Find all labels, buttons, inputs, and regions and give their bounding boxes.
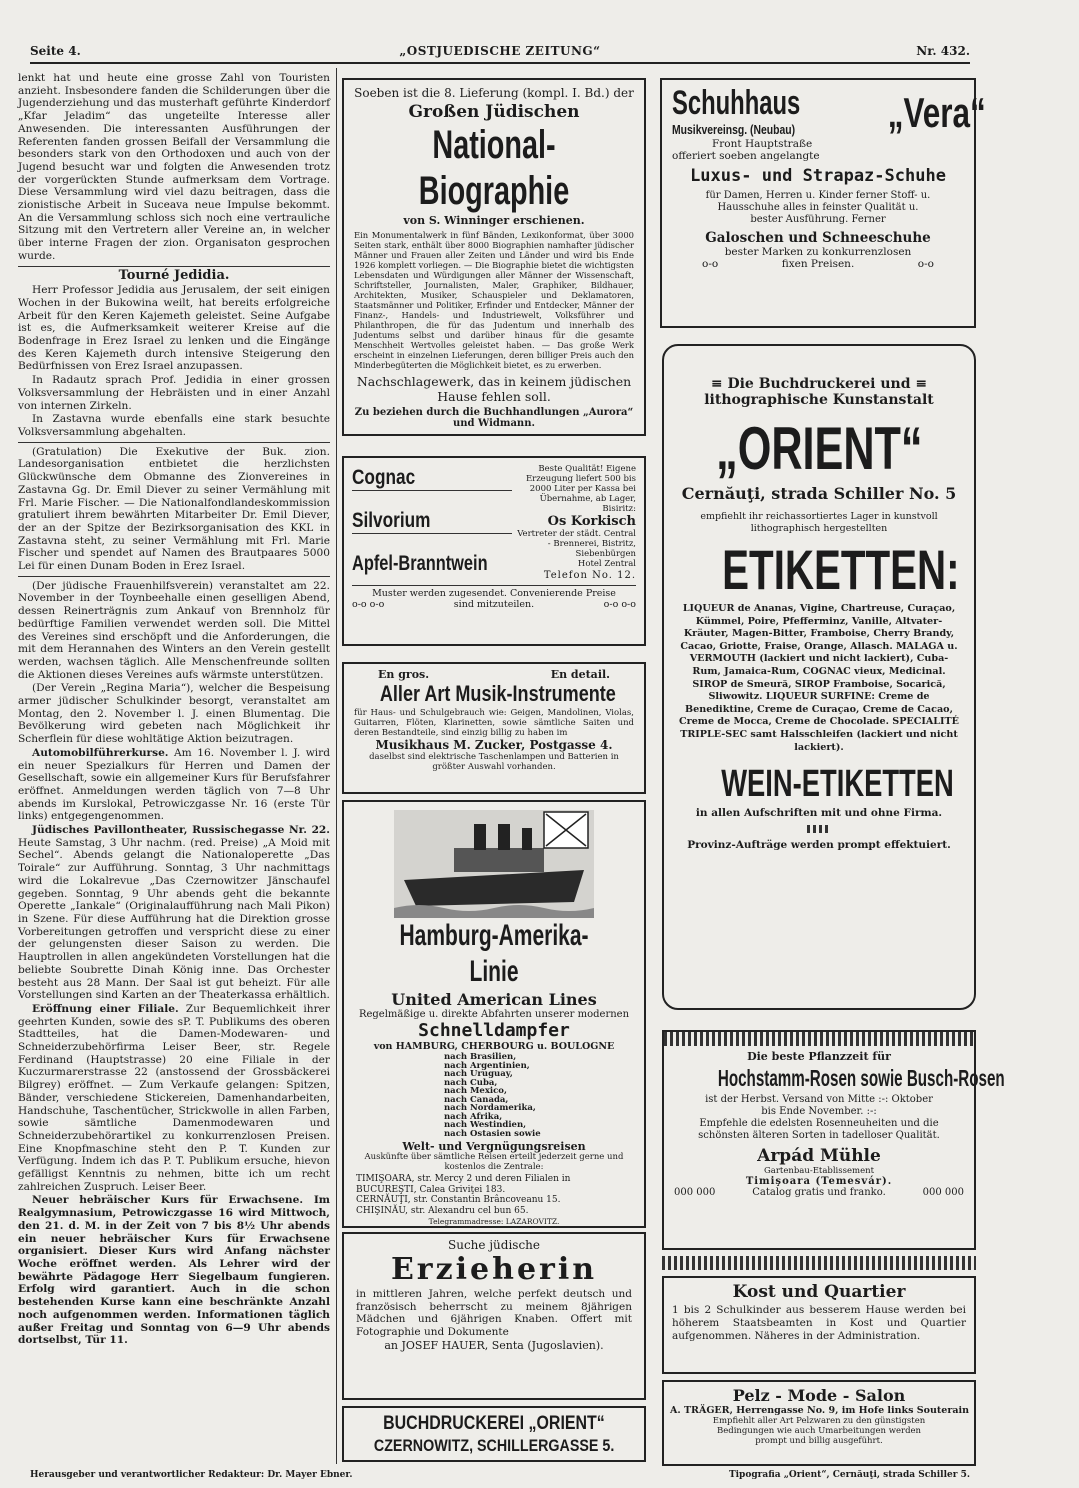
ad-line: Musikvereinsg. (Neubau)	[672, 122, 796, 137]
ad-line: Welt- und Vergnügungsreisen	[402, 1140, 586, 1153]
article-text: Im Realgymnasium, Petrowiczgasse 16 wird Mittwoch, den 21. d. M. in der Zeit von 7 bis 8½ Uhr abends ein neuer hebräischer Kurs für Erwachsene organisiert. Dieser Kurs wird Anfang nächster Woche eröffnet werden. Als Lehrer wird der bewährte Pädagoge Herr Siegelbaum fungieren. Erfolg wird garantiert. Auch in die schon bestehenden Kurse kann eine beschränkte Anzahl noch aufgenommen werden. Informationen täglich außer Freitag und Sonntag von 6—9 Uhr abends dortselbst, Tür 11.	[18, 1194, 330, 1347]
address-line: CHIŞINĂU, str. Alexandru cel bun 65.	[356, 1205, 529, 1216]
ad-line: empfiehlt ihr reichassortiertes Lager in kunstvoll lithographisch hergestellten	[700, 511, 938, 534]
ad-line: Regelmäßige u. direkte Abfahrten unserer modernen	[358, 1009, 630, 1020]
ad-hamburg-amerika-linie	[342, 800, 646, 1228]
ad-line-wrap	[672, 122, 855, 138]
ad-line: von HAMBURG, CHERBOURG u. BOULOGNE	[373, 1041, 615, 1052]
address-line: BUCUREŞTI, Calea Griviţei 183.	[356, 1184, 506, 1195]
ad-products	[352, 464, 512, 581]
ad-erzieherin	[342, 1232, 646, 1400]
news-column	[18, 72, 330, 1472]
page-number: Seite 4.	[30, 44, 81, 58]
ad-title-wrap	[676, 414, 962, 484]
ad-schuhhaus-vera	[660, 78, 987, 328]
steamship-illustration	[394, 810, 594, 918]
ad-line: bester Marken zu konkurrenzlosen	[724, 246, 912, 258]
ad-row	[354, 668, 634, 681]
column-rule	[336, 68, 337, 1464]
ad-musik-instrumente	[342, 662, 646, 794]
destination-item: nach Cuba,	[444, 1077, 498, 1088]
article-text: Zur Bequemlichkeit ihrer geehrten Kunden, sowie des sP. T. Publikums des oberen Stadtteiles, hat die Damen-Modewaren- und Schneiderzubehörfirma Leiser Beer, str. Regele Ferdinand (Hauptstrasse) 20 eine Filiale in der Kuczurmarerstrasse 22 (anstossend der Grossbäckerei Bilgrey) eröffnet. — Zum Verkaufe gelangen: Spitzen, Bänder, verschiedene Stickereien, Damenhandarbeiten, Handschuhe, Taschentücher, Strickwolle in allen Farben, sowie sämtliche Damenmodewaren und Schneiderzubehörartikel zu konkurrenzlosen Preisen. Eine Knopfmaschine steht den P. T. Kunden zur Verfügung. Indem ich das P. T. Publikum ersuche, hievon gefälligst Kenntnis zu nehmen, bitte ich um recht zahlreichen Zuspruch. Leiser Beer.	[18, 1002, 330, 1193]
ad-line: offeriert soeben angelangte	[672, 150, 820, 162]
ad-text: En gros.	[378, 668, 430, 681]
ad-line: Gartenbau-Etablissement	[764, 1166, 874, 1176]
article-paragraph	[18, 747, 330, 823]
ad-body: in mittleren Jahren, welche perfekt deutsch und französisch beherrscht zu meinem 8jährigen Mädchen und 6jährigen Knaben. Offert mit Fotographie und Dokumente	[356, 1288, 632, 1338]
ad-line: Cernăuţi, strada Schiller No. 5	[681, 484, 957, 503]
destination-item: nach Canada,	[444, 1094, 509, 1105]
destination-item: nach Mexico,	[444, 1086, 507, 1096]
ad-addresses	[352, 1174, 636, 1216]
ad-pelz-mode-salon	[662, 1380, 976, 1466]
article-text: Heute Samstag, 3 Uhr nachm. (red. Preise) „A Moid mit Sechel“. Abends gelangt die Nationaloperette „Das Toirale“ zur Aufführung. Sonntag, 3 Uhr nachmittags wird die Lokalrevue „Das Czernowitzer Jänschaufel gegeben. Sonntag, 9 Uhr abends geht die bekannte Operette „Iankale“ (Originalaufführung nach Mali Pikon) in Szene. Für diese Aufführung hat die Direktion grosse Vorbereitungen getroffen und verspricht diese zu einer der gelungensten dieser Saison zu werden. Die Hauptrollen in allen angekündeten Vorstellungen hat die beliebte Soubrette Dinah König inne. Das Orchester besteht aus 28 Mann. Der Saal ist gut beheizt. Für alle Vorstellungen sind Karten an der Theaterkassa erhältlich.	[18, 836, 330, 1002]
ad-line: Arpád Mühle	[757, 1146, 881, 1166]
ad-line: ist der Herbst. Versand von Mitte :-: Oktober bis Ende November. :-:	[705, 1094, 933, 1117]
ad-text: Hotel Zentral	[577, 559, 636, 569]
ad-line: CZERNOWITZ, SCHILLERGASSE 5.	[373, 1436, 615, 1455]
imprint-footer: Herausgeber und verantwortlicher Redakteur: Dr. Mayer Ebner.	[30, 1470, 353, 1480]
ad-rosen	[662, 1030, 1005, 1250]
ad-footer-row	[352, 599, 636, 610]
product-name: Cognac	[352, 466, 416, 489]
ad-body: für Haus- und Schulgebrauch wie: Geigen, Mandolinen, Violas, Guitarren, Flöten, Klarinetten, sowie sämtliche Saiten und deren Bestandteile, sind einzig billig zu haben im	[354, 708, 634, 738]
article-paragraph: lenkt hat und heute eine grosse Zahl von Touristen anzieht. Insbesondere fanden die Schilderungen über die Jugenderziehung und das musterhaft geführte Kinderdorf „Kfar Jeladim“ das ungeteilte Interesse aller Anwesenden. Die interessanten Ausführungen der Referenten fanden grossen Beifall der Versammlung die besonders stark von den Orthodoxen und auch von der Jugend besucht war und folgten die Anwesenden trotz der vorgerückten Stunde aufmerksam dem Vortrage. Diese Versammlung wird viel dazu beitragen, dass die zionistische Arbeit in Suceava neue Impulse bekommt. An die Versammlung schloss sich noch eine vertrauliche Sitzung mit den Vertretern aller Vereine an, in welcher über interne Fragen der zion. Organisaton gesprochen wurde.	[18, 72, 330, 262]
ad-line: Großen Jüdischen	[408, 102, 580, 122]
ad-line: von S. Winninger erschienen.	[403, 214, 585, 227]
ad-title-wrap	[350, 1412, 638, 1435]
hatch-band	[664, 1032, 974, 1046]
ad-footer-line: Muster werden zugesendet. Convenierende Preise	[352, 585, 636, 599]
ad-title: Hamburg-Amerika-Linie	[399, 919, 589, 988]
ad-body: für Damen, Herren u. Kinder ferner Stoff- u. Hausschuhe alles in feinster Qualität u. bester Ausführung. Ferner	[705, 190, 931, 225]
ad-text: En detail.	[550, 668, 610, 681]
issue-number: Nr. 432.	[916, 44, 970, 58]
article-paragraph	[18, 824, 330, 1002]
ad-row	[672, 258, 964, 270]
ad-title: Erzieherin	[390, 1252, 598, 1287]
ad-line: Timişoara (Temesvár).	[745, 1176, 893, 1187]
ad-line: in allen Aufschriften mit und ohne Firma.	[695, 807, 943, 820]
ad-title: WEIN-ETIKETTEN	[721, 763, 954, 806]
ad-body: Empfiehlt aller Art Pelzwaren zu den günstigsten Bedingungen wie auch Umarbeitungen werden prompt und billig ausgeführt.	[712, 1416, 926, 1446]
ad-title-wrap	[354, 681, 634, 708]
ad-title-wrap	[332, 918, 656, 990]
ad-buchdruckerei-orient	[342, 1406, 646, 1462]
page-header	[30, 44, 970, 64]
ad-line: Schnelldampfer	[418, 1020, 570, 1041]
ad-shop-name	[672, 84, 855, 138]
destination-item: nach Uruguay,	[444, 1069, 513, 1079]
ad-line: Provinz-Aufträge werden prompt effektuiert.	[687, 839, 951, 852]
ad-orient-etiketten	[662, 344, 976, 1010]
ad-cognac	[342, 456, 646, 646]
ad-text: sind mitzuteilen.	[453, 598, 535, 610]
hatch-band	[662, 1256, 976, 1270]
ad-cognac-row	[352, 464, 636, 581]
ad-text: Vertreter der städt. Central - Brennerei, Bistritz, Siebenbürgen	[517, 529, 636, 559]
ad-line: Front Hauptstraße	[712, 138, 813, 150]
ad-title: Kost und Quartier	[732, 1282, 906, 1302]
product-name-box	[352, 464, 512, 491]
ad-body: LIQUEUR de Ananas, Vigine, Chartreuse, Curaçao, Kümmel, Poire, Pfefferminz, Vanille, Altvater-Kräuter, Magen-Bitter, Framboise, Cherry Brandy, Cacao, Griotte, Fraise, Orange, Allasch. MALAGA u. VERMOUTH (lackiert und nicht lackiert), Cuba-Rum, Jamaica-Rum, COGNAC vieux, Medicinal. SIROP de Smeură, SIROP Framboise, Socarică, Sliwowitz. LIQUEUR SURFINE: Creme de Benediktine, Creme de Curaçao, Creme de Cacao, Creme de Mocca, Creme de Chocolade. SPECIALITÉ TRIPLE-SEC samt Halsschleifen (lackiert und nicht lackiert).	[679, 603, 959, 753]
address-line: CERNĂUŢI, str. Constantin Brâncoveanu 15.	[356, 1195, 561, 1205]
ornament: 000 000	[674, 1187, 716, 1198]
ornament: o-o o-o	[603, 598, 636, 610]
ad-brand-wrap	[855, 88, 986, 138]
address-line: TIMIŞOARA, str. Mercy 2 und deren Filialen in	[356, 1174, 571, 1184]
article-subheading: Eröffnung einer Filiale.	[32, 1002, 179, 1015]
article-paragraph: In Zastavna wurde ebenfalls eine stark besuchte Volksversammlung abgehalten.	[18, 413, 330, 438]
destination-item: nach Argentinien,	[444, 1060, 530, 1071]
ad-title-wrap	[334, 122, 654, 214]
ad-title: Aller Art Musik-Instrumente	[379, 681, 616, 706]
newspaper-title: „OSTJUEDISCHE ZEITUNG“	[399, 44, 601, 58]
ad-text: Beste Qualität! Eigene Erzeugung liefert 500 bis 2000 Liter per Kassa bei Übernahme, ab Lager, Bisiritz:	[525, 464, 636, 514]
ad-title-wrap	[676, 760, 962, 807]
ornament: o-o o-o	[352, 598, 385, 610]
ad-line: United American Lines	[391, 990, 597, 1009]
article-paragraph	[18, 1003, 330, 1194]
ad-national-biographie	[342, 78, 646, 436]
article-paragraph: (Der jüdische Frauenhilfsverein) veranstaltet am 22. November in der Toynbeehalle einen geselligen Abend, dessen Reinerträgnis zum Ankauf von Brennholz für bedürftige Familien verwendet werden soll. Die Mittel des Vereines sind erschöpft und die Anforderungen, die mit dem Herannahen des Winters an den Verein gestellt werden, wachsen täglich. Alle Menschenfreunde sollten die Aktionen dieses Vereines aufs wärmste unterstützen.	[18, 579, 330, 681]
ad-title: „ORIENT“	[716, 415, 923, 482]
ad-title: Hochstamm-Rosen sowie Busch-Rosen	[717, 1065, 1005, 1091]
article-paragraph: In Radautz sprach Prof. Jedidia in einer grossen Volksversammlung der Hebräisten und in einer Anzahl von internen Zirkeln.	[18, 374, 330, 412]
product-name-box	[352, 507, 512, 534]
product-name: Apfel-Branntwein	[352, 552, 488, 575]
ad-text: Catalog gratis und franko.	[752, 1187, 886, 1198]
ad-line: daselbst sind elektrische Taschenlampen und Batterien in größter Auswahl vorhanden.	[369, 752, 619, 772]
ad-title-wrap	[350, 1435, 638, 1457]
ad-title-wrap	[672, 84, 855, 122]
product-name: Silvorium	[352, 509, 431, 532]
ornament	[807, 825, 831, 833]
ad-line: Telegrammadresse: LAZAROVITZ.	[428, 1217, 560, 1226]
ad-line: Luxus- und Strapaz-Schuhe	[690, 166, 946, 186]
article-paragraph: (Gratulation) Die Exekutive der Buk. zion. Landesorganisation entbietet die herzlichsten Glückwünsche dem Obmanne des Zionvereines in Zastavna Gg. Dr. Emil Diever zu seiner Vermählung mit Frl. Marie Fischer. — Die Nationalfondlandeskommission gratuliert ihrem bewährten Mitarbeiter Dr. Emil Diever, der an der Spitze der Bezirksorganisation des KKL in Zastavna steht, zu seiner Vermählung mit Frl. Marie Fischer und spendet auf Namen des Brautpaares 5000 Lei für einen Dunam Boden in Erez Israel.	[18, 445, 330, 573]
ad-title: Pelz - Mode - Salon	[732, 1386, 906, 1405]
ornament: o-o	[917, 258, 934, 270]
ad-line: ≡ Die Buchdruckerei und ≡	[710, 376, 928, 392]
destination-item: nach Nordamerika,	[444, 1103, 536, 1113]
ad-brand: „Vera“	[887, 89, 987, 136]
ad-line: A. TRÄGER, Herrengasse No. 9, im Hofe links Souterain	[670, 1405, 969, 1416]
ad-title-wrap	[644, 1063, 1005, 1094]
ornament: o-o	[702, 258, 719, 270]
destination-item: nach Ostasien sowie	[444, 1128, 541, 1139]
product-name-box	[352, 550, 512, 576]
article-paragraph: (Der Verein „Regina Maria“), welcher die Bespeisung armer jüdischer Schulkinder besorgt, veranstaltet am Montag, den 2. November l. J. einen Blumentag. Die Bevölkerung wird gebeten nach Möglichkeit ihr Scherflein für diese wohltätige Aktion beizutragen.	[18, 682, 330, 746]
destination-item: nach Afrika,	[444, 1111, 503, 1122]
article-subheading: Jüdisches Pavillontheater, Russischegasse Nr. 22.	[32, 824, 330, 837]
ad-title-wrap	[676, 538, 962, 603]
ad-line: lithographische Kunstanstalt	[704, 392, 934, 408]
article-subheading: Neuer hebräischer Kurs für Erwachsene.	[32, 1194, 304, 1207]
ad-line: Galoschen und Schneeschuhe	[705, 230, 931, 246]
ad-line: Musikhaus M. Zucker, Postgasse 4.	[375, 738, 613, 752]
printer-footer: Tipografia „Orient“, Cernăuţi, strada Schiller 5.	[728, 1470, 970, 1480]
ad-title: BUCHDRUCKEREI „ORIENT“	[383, 1413, 605, 1434]
ad-line: Suche jüdische	[448, 1238, 540, 1252]
ad-line: Die beste Pflanzzeit für	[747, 1050, 891, 1063]
ad-line: Soeben ist die 8. Lieferung (kompl. I. Bd.) der	[354, 86, 634, 100]
destination-item: nach Brasilien,	[444, 1052, 517, 1062]
ad-line: Zu beziehen durch die Buchhandlungen „Aurora“ und Widmann.	[354, 407, 634, 429]
article-subheading: Automobilführerkurse.	[32, 746, 169, 759]
ad-line: Nachschlagewerk, das in keinem jüdischen Hause fehlen soll.	[356, 374, 632, 404]
ad-body: Ein Monumentalwerk in fünf Bänden, Lexikonformat, über 3000 Seiten stark, enthält über 8000 Biographien namhafter jüdischer Männer und Frauen aller Zeiten und Länder und wird bis Ende 1926 komplett vorliegen. — Die Biographie bietet die wichtigsten Lebensdaten und Würdigungen aller Männer der Wissenschaft, Schriftsteller, Journalisten, Maler, Graphiker, Bildhauer, Architekten, Musiker, Schauspieler und Deklamatoren, Staatsmänner und Politiker, Erfinder und Entdecker, Männer der Finanz-, Handels- und Industriewelt, Volksführer und Philanthropen, die für das Judentum und innerhalb des Judentums selbst und darüber hinaus für die gesamte Menschheit Wertvolles geleistet haben. — Das große Werk erscheint in einzelnen Lieferungen, deren billiger Preis auch den Minderbegüterten die Möglichkeit bietet, es zu erwerben.	[354, 230, 634, 370]
ad-body: 1 bis 2 Schulkinder aus besserem Hause werden bei höherem Staatsbeamten in Kost und Quartier aufgenommen. Näheres in der Administration.	[672, 1304, 966, 1342]
divider	[18, 442, 330, 443]
ornament: 000 000	[922, 1187, 964, 1198]
article-paragraph	[18, 1194, 330, 1346]
destination-list	[352, 1053, 636, 1138]
ad-text: Telefon No. 12.	[543, 569, 636, 581]
ad-line: an JOSEF HAUER, Senta (Jugoslavien).	[384, 1339, 604, 1352]
ad-supplier	[512, 464, 636, 581]
divider	[18, 576, 330, 577]
article-paragraph: Herr Professor Jedidia aus Jerusalem, der seit einigen Wochen in der Bukowina weilt, hat bereits erfolgreiche Arbeit für den Keren Kajemeth geleistet. Seine Aufgabe ist es, die Aufmerksamkeit weiterer Kreise auf die Bodenfrage in Erez Israel zu lenken und die Eingänge des Keren Kajemeth durch intensive Steigerung den Bedürfnissen von Erez Israel anzupassen.	[18, 284, 330, 373]
ad-title: Schuhhaus	[672, 84, 801, 122]
article-heading: Tourné Jedidia.	[118, 267, 230, 283]
ad-title: ETIKETTEN:	[722, 538, 960, 601]
ad-line: Auskünfte über sämtliche Reisen erteilt jederzeit gerne und kostenlos die Zentrale:	[364, 1152, 624, 1172]
ad-line: Empfehle die edelsten Rosenneuheiten und die schönsten älteren Sorten in tadelloser Qualität.	[698, 1118, 940, 1141]
divider	[18, 266, 330, 267]
ad-text: fixen Preisen.	[781, 258, 855, 270]
ad-row	[674, 1187, 964, 1198]
article-text: Am 16. November l. J. wird ein neuer Spezialkurs für Herren und Damen der Gesellschaft, sowie ein allgemeiner Kurs für Berufsfahrer eröffnet. Anmeldungen werden täglich von 7—8 Uhr abends im Kurslokal, Petrowiczgasse Nr. 16 (erste Tür links) entgegengenommen.	[18, 746, 330, 823]
ad-text: Os Korkisch	[547, 514, 636, 529]
destination-item: nach Westindien,	[444, 1120, 527, 1130]
ad-kost-quartier	[662, 1276, 976, 1374]
ad-title: National-Biographie	[418, 123, 570, 213]
ad-header-row	[672, 84, 987, 138]
